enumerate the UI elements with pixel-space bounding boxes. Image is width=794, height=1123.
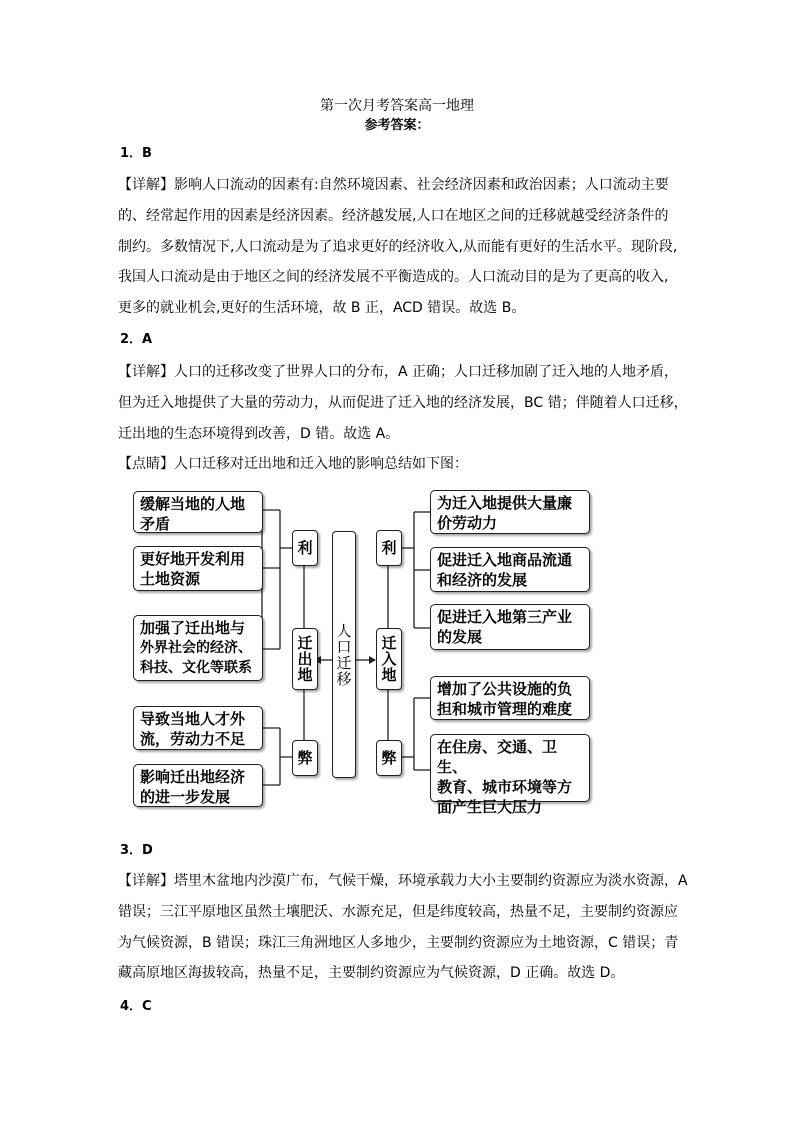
question-1-number: 1．B [120, 146, 152, 161]
text-line: 增加了公共设施的负 [437, 680, 573, 698]
text-line: 和经济的发展 [437, 571, 528, 589]
text-line: 【点睛】人口迁移对迁出地和迁入地的影响总结如下图： [118, 456, 468, 473]
text-line: 我国人口流动是由于地区之间的经济发展不平衡造成的。人口流动目的是为了更高的收入, [118, 269, 669, 286]
in-harm-box-1 [430, 676, 590, 720]
text-line: 的发展 [437, 628, 483, 646]
in-harm-label: 弊 [376, 740, 402, 776]
text-line: 藏高原地区海拔较高，热量不足，主要制约资源应为气候资源，D 正确。故选 D。 [118, 965, 625, 982]
out-benefit-box-1 [133, 491, 263, 533]
question-4-number: 4．C [120, 999, 152, 1014]
text-line: 担和城市管理的难度 [437, 700, 573, 718]
text-line: 但为迁入地提供了大量的劳动力，从而促进了迁入地的经济发展，BC 错；伴随着人口迁移， [118, 394, 688, 411]
out-benefit-label: 利 [292, 530, 318, 566]
text-line: 【详解】塔里木盆地内沙漠广布，气候干燥，环境承载力大小主要制约资源应为淡水资源，A [118, 873, 688, 889]
in-benefit-box-3 [430, 604, 590, 650]
in-benefit-label: 利 [376, 530, 402, 566]
center-migration-box: 人口迁移 [332, 531, 356, 778]
question-2-explanation [118, 357, 698, 480]
text-line: 矛盾 [140, 515, 171, 533]
text-line: 科技、文化等联系 [140, 660, 252, 676]
text-line: 外界社会的经济、 [140, 640, 252, 656]
text-line: 教育、城市环境等方 [437, 778, 573, 796]
text-line: 价劳动力 [437, 514, 498, 532]
text-line: 土地资源 [140, 570, 201, 588]
in-region-label: 迁入地 [376, 628, 402, 690]
question-3-number: 3．D [120, 843, 153, 858]
text-line: 加强了迁出地与 [140, 619, 246, 637]
page-subtitle: 参考答案： [364, 118, 430, 133]
page-title: 第一次月考答案高一地理 [320, 98, 474, 114]
question-3-explanation [118, 866, 698, 989]
text-line: 为气候资源，B 错误；珠江三角洲地区人多地少，主要制约资源应为土地资源，C 错误；青 [118, 934, 679, 951]
in-harm-box-2 [430, 734, 590, 816]
text-line: 迁出地的生态环境得到改善，D 错。故选 A。 [118, 425, 400, 442]
text-line: 错误；三江平原地区虽然土壤肥沃、水源充足，但是纬度较高，热量不足，主要制约资源应 [118, 903, 678, 920]
text-line: 促进迁入地商品流通 [437, 551, 573, 569]
question-1-explanation [118, 170, 698, 324]
text-line: 更好地开发利用 [140, 550, 246, 568]
text-line: 在住房、交通、卫生、 [437, 738, 558, 776]
text-line: 【详解】影响人口流动的因素有:自然环境因素、社会经济因素和政治因素；人口流动主要 [118, 177, 669, 193]
text-line: 更多的就业机会,更好的生活环境，故 B 正，ACD 错误。故选 B。 [118, 300, 526, 317]
text-line: 影响迁出地经济 [140, 768, 246, 786]
text-line: 的、经常起作用的因素是经济因素。经济越发展,人口在地区之间的迁移就越受经济条件的 [118, 207, 669, 224]
text-line: 缓解当地的人地 [140, 495, 246, 513]
in-benefit-box-2 [430, 547, 590, 592]
text-line: 导致当地人才外 [140, 710, 246, 728]
text-line: 的进一步发展 [140, 788, 231, 806]
out-region-label: 迁出地 [292, 628, 318, 690]
text-line: 制约。多数情况下,人口流动是为了追求更好的经济收入,从而能有更好的生活水平。现阶段, [118, 238, 678, 255]
text-line: 【详解】人口的迁移改变了世界人口的分布，A 正确；人口迁移加剧了迁入地的人地矛盾， [118, 364, 679, 380]
out-harm-box-1 [133, 706, 263, 750]
in-benefit-box-1 [430, 490, 590, 534]
text-line: 为迁入地提供大量廉 [437, 494, 573, 512]
out-benefit-box-3 [133, 615, 263, 681]
text-line: 面产生巨大压力 [437, 798, 543, 816]
text-line: 促进迁入地第三产业 [437, 608, 573, 626]
question-2-number: 2．A [120, 332, 153, 347]
out-harm-label: 弊 [292, 740, 318, 776]
out-benefit-box-2 [133, 546, 263, 591]
text-line: 流，劳动力不足 [140, 730, 246, 748]
out-harm-box-2 [133, 764, 263, 807]
